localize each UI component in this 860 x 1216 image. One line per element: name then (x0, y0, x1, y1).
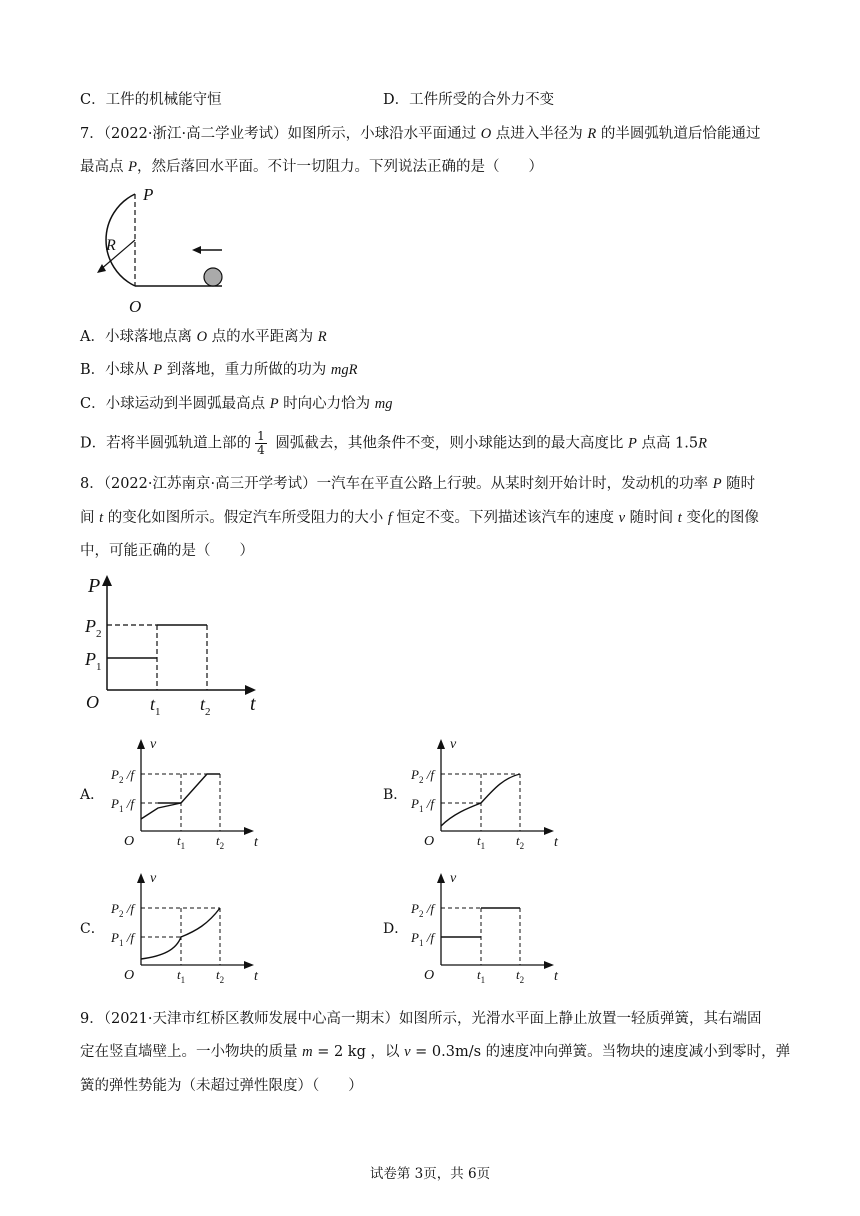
p1f-label: $P_1$ /f (111, 796, 134, 814)
t2-label: $t_2$ (216, 967, 225, 985)
y-axis-label: v (450, 737, 457, 752)
p1f-label: $P_1$ /f (411, 930, 434, 948)
t1-label: $t_1$ (477, 833, 486, 851)
label-R: R (106, 237, 116, 254)
origin-label: O (124, 834, 135, 849)
p1f-label: $P_1$ /f (111, 930, 134, 948)
q7-option-d: D．若将半圆弧轨道上部的 $\frac{1}{4}$ 圆弧截去，其他条件不变，则小球能达到的最大高度比 P 点高 1.5R (80, 429, 707, 457)
label-P: P (143, 185, 154, 204)
y-axis-arrow (437, 873, 445, 883)
q8-option-d-label: D． (383, 921, 409, 937)
y-axis-label: v (450, 871, 457, 886)
y-axis-arrow (137, 739, 145, 749)
q8-option-b-label: B． (383, 787, 408, 803)
t2-label: $t_2$ (200, 694, 211, 718)
p2f-label: $P_2$ /f (111, 767, 134, 785)
x-axis-label: t (254, 969, 258, 984)
p1f-label: $P_1$ /f (411, 796, 434, 814)
label-O: O (129, 297, 142, 316)
origin-label: O (124, 968, 135, 983)
x-axis-label: t (250, 693, 256, 715)
q7-stem-line1: 7．（2022·浙江·高二学业考试）如图所示，小球沿水平面通过 O 点进入半径为 R 的半圆弧轨道后恰能通过 (80, 126, 761, 142)
velocity-curve-2 (158, 774, 220, 803)
y-axis-label: v (150, 871, 157, 886)
x-axis-arrow (244, 961, 254, 969)
q8-option-b-graph (408, 734, 568, 849)
x-axis-label: t (554, 969, 558, 984)
q8-stem-line3: 中，可能正确的是（ ） (80, 543, 254, 559)
q7-stem-line2: 最高点 P，然后落回水平面。不计一切阻力。下列说法正确的是（ ） (80, 159, 543, 175)
origin-label: O (424, 834, 435, 849)
y-axis-arrow (137, 873, 145, 883)
x-axis-arrow (544, 961, 554, 969)
velocity-curve-1 (141, 803, 181, 819)
q7-option-a: A．小球落地点离 O 点的水平距离为 R (80, 329, 327, 345)
t1-label: $t_1$ (150, 694, 161, 718)
q7-option-c: C．小球运动到半圆弧最高点 P 时向心力恰为 mg (80, 396, 393, 412)
t2-label: $t_2$ (516, 833, 525, 851)
ball (204, 268, 222, 286)
t2-label: $t_2$ (516, 967, 525, 985)
t1-label: $t_1$ (177, 967, 186, 985)
q6-option-d: D．工件所受的合外力不变 (383, 92, 555, 108)
q9-stem-line2: 定在竖直墙壁上。一小物块的质量 m = 2 kg ，以 v = 0.3m/s 的速度冲向弹簧。当物块的速度减小到零时，弹 (80, 1044, 791, 1060)
q8-option-a-graph (108, 734, 268, 849)
x-axis-label: t (254, 835, 258, 850)
t1-label: $t_1$ (477, 967, 486, 985)
p2f-label: $P_2$ /f (411, 901, 434, 919)
t1-label: $t_1$ (177, 833, 186, 851)
q8-stem-line2: 间 t 的变化如图所示。假定汽车所受阻力的大小 f 恒定不变。下列描述该汽车的速度 v 随时间 t 变化的图像 (80, 510, 759, 526)
q7-semicircle-track-figure (80, 182, 240, 322)
p2f-label: $P_2$ /f (411, 767, 434, 785)
motion-arrow-head (192, 246, 201, 254)
y-axis-arrow (102, 575, 112, 586)
q9-stem-line1: 9．（2021·天津市红桥区教师发展中心高一期末）如图所示，光滑水平面上静止放置一轻质弹簧，其右端固 (80, 1011, 762, 1027)
y-axis-arrow (437, 739, 445, 749)
p1-label: $P_1$ (85, 649, 102, 673)
fraction-one-quarter: $\frac{1}{4}$ (257, 429, 265, 457)
q7-option-b: B．小球从 P 到落地，重力所做的功为 mgR (80, 362, 358, 378)
q8-option-a-label: A． (80, 787, 105, 803)
q8-option-d-graph (408, 868, 568, 983)
x-axis-label: t (554, 835, 558, 850)
q6-option-c: C．工件的机械能守恒 (80, 92, 222, 108)
q9-stem-line3: 簧的弹性势能为（未超过弹性限度）（ ） (80, 1078, 363, 1094)
q8-option-c-graph (108, 868, 268, 983)
p2f-label: $P_2$ /f (111, 901, 134, 919)
q8-power-time-graph (80, 570, 280, 720)
q8-stem-line1: 8．（2022·江苏南京·高三开学考试）一汽车在平直公路上行驶。从某时刻开始计时，发动机的功率 P 随时 (80, 476, 756, 492)
x-axis-arrow (244, 827, 254, 835)
t2-label: $t_2$ (216, 833, 225, 851)
origin-label: O (424, 968, 435, 983)
q8-option-c-label: C． (80, 921, 105, 937)
page-footer: 试卷第 3页，共 6页 (369, 1166, 491, 1182)
y-axis-label: v (150, 737, 157, 752)
y-axis-label: P (88, 575, 101, 597)
p2-label: $P_2$ (85, 616, 102, 640)
x-axis-arrow (544, 827, 554, 835)
origin-label: O (86, 692, 99, 712)
